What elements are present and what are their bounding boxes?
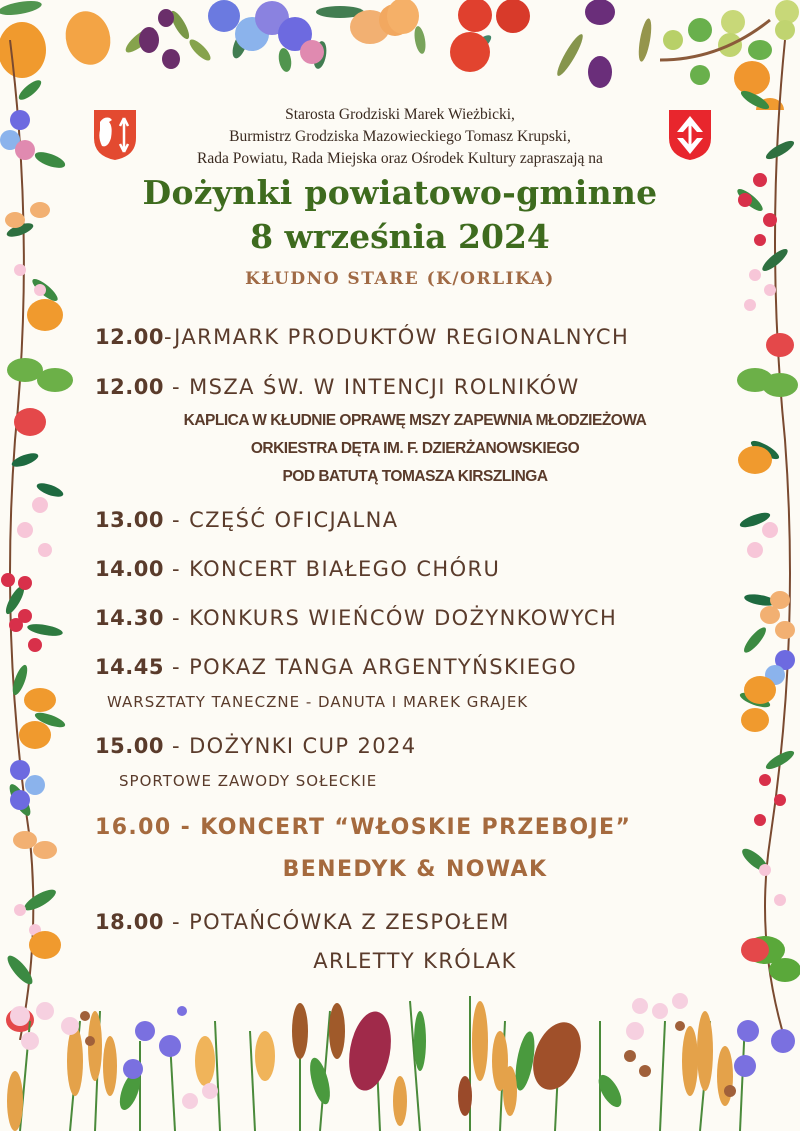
program-label: DOŻYNKI CUP 2024 xyxy=(189,734,417,758)
program-detail: WARSZTATY TANECZNE - DANUTA I MAREK GRAJEK xyxy=(107,693,529,711)
program-item xyxy=(95,910,510,934)
program-time: 13.00 xyxy=(95,508,164,532)
organizer-line: Starosta Grodziski Marek Wieżbicki, xyxy=(285,106,515,123)
program-time: 14.45 xyxy=(95,655,164,679)
program-separator: - xyxy=(163,557,190,581)
program-separator: - xyxy=(171,815,201,840)
fruit-garland-left-decoration xyxy=(0,40,75,1040)
program-item xyxy=(95,508,399,532)
program-label: MSZA ŚW. W INTENCJI ROLNIKÓW xyxy=(189,375,580,399)
program-detail: KAPLICA W KŁUDNIE OPRAWĘ MSZY ZAPEWNIA MŁODZIEŻOWA xyxy=(183,412,647,429)
program-separator: - xyxy=(163,508,190,532)
fruit-garland-right-decoration xyxy=(725,40,800,1040)
program-time: 12.00 xyxy=(95,375,164,399)
program-label: KONCERT “WŁOSKIE PRZEBOJE” xyxy=(200,815,632,840)
organizer-line: Rada Powiatu, Rada Miejska oraz Ośrodek Kultury zapraszają na xyxy=(197,150,603,167)
program-time: 14.00 xyxy=(95,557,164,581)
program-separator: - xyxy=(163,655,190,679)
grodzisk-coat-of-arms-icon xyxy=(667,108,713,162)
program-time: 14.30 xyxy=(95,606,164,630)
event-title: Dożynki powiatowo-gminne xyxy=(142,173,658,212)
program-item xyxy=(95,325,629,349)
program-separator: - xyxy=(163,325,175,349)
program-separator: - xyxy=(163,734,190,758)
program-label: CZĘŚĆ OFICJALNA xyxy=(189,508,399,532)
program-detail-highlight: BENEDYK & NOWAK xyxy=(282,857,548,882)
grain-flower-bottom-decoration xyxy=(0,981,800,1131)
powiat-coat-of-arms-icon xyxy=(92,108,138,162)
program-separator: - xyxy=(163,910,190,934)
program-separator: - xyxy=(163,606,190,630)
program-detail: ARLETTY KRÓLAK xyxy=(313,949,517,973)
program-detail: POD BATUTĄ TOMASZA KIRSZLINGA xyxy=(282,468,548,485)
program-item xyxy=(95,655,577,679)
event-date: 8 września 2024 xyxy=(250,217,550,256)
program-label: JARMARK PRODUKTÓW REGIONALNYCH xyxy=(174,325,630,349)
program-time: 12.00 xyxy=(95,325,164,349)
event-location: KŁUDNO STARE (K/ORLIKA) xyxy=(245,269,555,289)
program-item xyxy=(95,375,580,399)
program-time: 16.00 xyxy=(95,815,172,840)
program-item xyxy=(95,557,500,581)
fruit-garland-top-decoration xyxy=(0,0,800,110)
program-label: KONKURS WIEŃCÓW DOŻYNKOWYCH xyxy=(189,606,618,630)
program-time: 18.00 xyxy=(95,910,164,934)
program-item xyxy=(95,606,617,630)
organizer-line: Burmistrz Grodziska Mazowieckiego Tomasz Krupski, xyxy=(229,128,571,145)
program-separator: - xyxy=(163,375,190,399)
program-detail: SPORTOWE ZAWODY SOŁECKIE xyxy=(119,772,378,790)
program-time: 15.00 xyxy=(95,734,164,758)
program-label: POKAZ TANGA ARGENTYŃSKIEGO xyxy=(189,655,578,679)
program-label: KONCERT BIAŁEGO CHÓRU xyxy=(189,557,501,581)
program-item-highlight xyxy=(95,815,631,840)
organizers-intro xyxy=(150,104,650,170)
program-detail: ORKIESTRA DĘTA IM. F. DZIERŻANOWSKIEGO xyxy=(250,440,580,457)
program-label: POTAŃCÓWKA Z ZESPOŁEM xyxy=(189,910,510,934)
program-item xyxy=(95,734,417,758)
